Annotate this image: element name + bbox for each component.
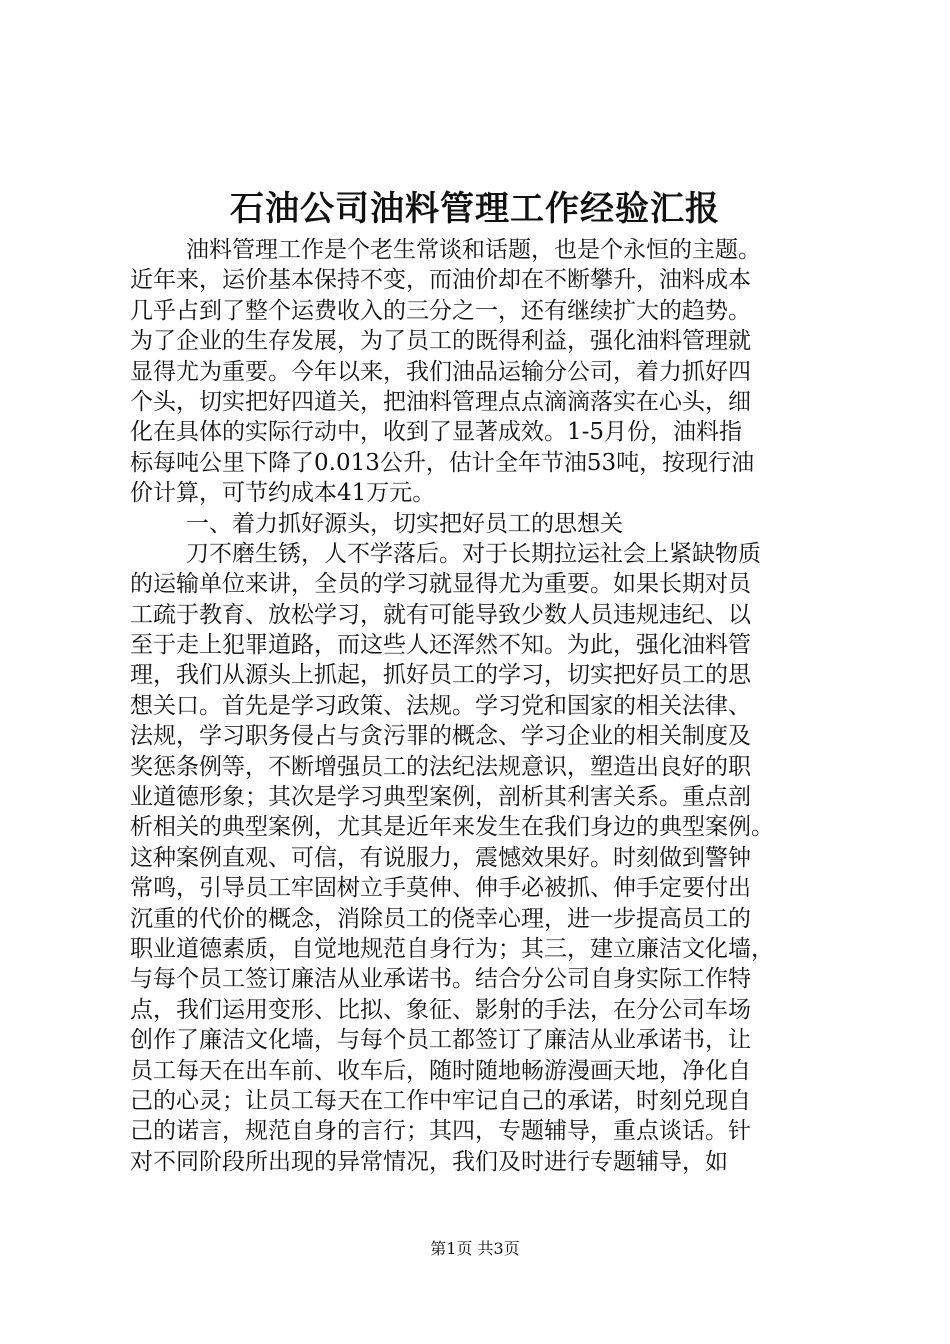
text-line: 创作了廉洁文化墙，与每个员工都签订了廉洁从业承诺书，让 (130, 1027, 751, 1054)
text-line: 价计算，可节约成本41万元。 (130, 480, 436, 507)
text-line: 业道德形象；其次是学习典型案例，剖析其利害关系。重点剖 (130, 784, 751, 811)
text-line: 工疏于教育、放松学习，就有可能导致少数人员违规违纪、以 (130, 601, 751, 628)
text-line: 法规，学习职务侵占与贪污罪的概念、学习企业的相关制度及 (130, 723, 751, 750)
text-line: 刀不磨生锈，人不学落后。对于长期拉运社会上紧缺物质 (186, 540, 761, 567)
text-line: 这种案例直观、可信，有说服力，震憾效果好。时刻做到警钟 (130, 844, 751, 871)
text-line: 理，我们从源头上抓起，抓好员工的学习，切实把好员工的思 (130, 662, 751, 689)
text-line: 为了企业的生存发展，为了员工的既得利益，强化油料管理就 (130, 328, 751, 355)
text-line: 显得尤为重要。今年以来，我们油品运输分公司，着力抓好四 (130, 358, 751, 385)
page-number: 第1页 共3页 (430, 1239, 520, 1258)
text-line: 想关口。首先是学习政策、法规。学习党和国家的相关法律、 (130, 692, 751, 719)
text-line: 的运输单位来讲，全员的学习就显得尤为重要。如果长期对员 (130, 571, 751, 598)
text-line: 点，我们运用变形、比拟、象征、影射的手法，在分公司车场 (130, 996, 751, 1023)
text-line: 沉重的代价的概念，消除员工的侥幸心理，进一步提高员工的 (130, 905, 751, 932)
text-line: 己的诺言，规范自身的言行；其四，专题辅导，重点谈话。针 (130, 1118, 751, 1145)
text-line: 油料管理工作是个老生常谈和话题，也是个永恒的主题。 (186, 237, 761, 263)
text-line: 奖惩条例等，不断增强员工的法纪法规意识，塑造出良好的职 (130, 753, 751, 780)
text-line: 与每个员工签订廉洁从业承诺书。结合分公司自身实际工作特 (130, 966, 751, 993)
document-body (130, 235, 830, 1177)
text-line: 员工每天在出车前、收车后，随时随地畅游漫画天地，净化自 (130, 1057, 751, 1084)
text-line: 职业道德素质，自觉地规范自身行为；其三，建立廉洁文化墙， (130, 935, 774, 962)
text-line: 几乎占到了整个运费收入的三分之一，还有继续扩大的趋势。 (130, 297, 751, 324)
document-title: 石油公司油料管理工作经验汇报 (230, 189, 720, 229)
text-line: 化在具体的实际行动中，收到了显著成效。1-5月份，油料指 (130, 419, 743, 446)
text-line: 标每吨公里下降了0.013公升，估计全年节油53吨，按现行油 (130, 449, 755, 476)
text-line: 近年来，运价基本保持不变，而油价却在不断攀升，油料成本 (130, 267, 751, 294)
text-line: 己的心灵；让员工每天在工作中牢记自己的承诺，时刻兑现自 (130, 1087, 751, 1114)
text-line: 析相关的典型案例，尤其是近年来发生在我们身边的典型案例。 (130, 814, 774, 841)
text-line: 至于走上犯罪道路，而这些人还浑然不知。为此，强化油料管 (130, 632, 751, 659)
text-line: 个头，切实把好四道关，把油料管理点点滴滴落实在心头，细 (130, 388, 751, 415)
text-line: 常鸣，引导员工牢固树立手莫伸、伸手必被抓、伸手定要付出 (130, 875, 751, 902)
section-heading: 一、着力抓好源头，切实把好员工的思想关 (186, 510, 623, 537)
text-line: 对不同阶段所出现的异常情况，我们及时进行专题辅导，如 (130, 1148, 728, 1175)
